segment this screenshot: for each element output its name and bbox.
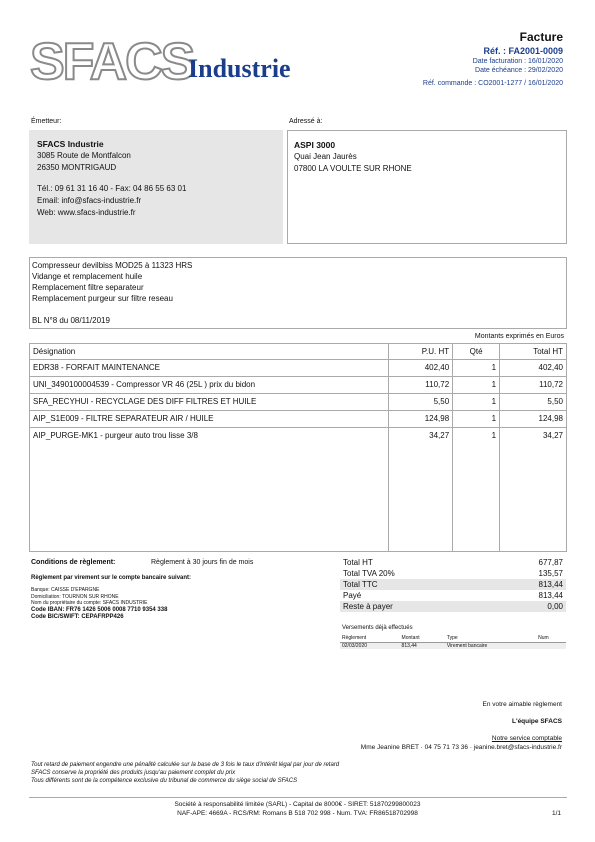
legal-line: SFACS conserve la propriété des produits jusqu'au paiement complet du prix (31, 770, 236, 776)
table-row (30, 377, 567, 394)
row-designation: SFA_RECYHUI - RECYCLAGE DES DIFF FILTRES ET HUILE (30, 394, 389, 411)
legal-line: Tous différents sont de la compétence exclusive du tribunal de commerce du siège social de SFACS (31, 778, 298, 784)
emetteur-web: Web: www.sfacs-industrie.fr (37, 208, 136, 217)
montants-note: Montants exprimés en Euros (474, 333, 564, 340)
reste-row (340, 601, 566, 612)
row-pu: 34,27 (389, 428, 453, 552)
total-value: 813,44 (488, 579, 566, 590)
row-qte: 1 (453, 411, 500, 428)
bl-reference: BL N°8 du 08/11/2019 (32, 316, 110, 325)
description-box (29, 257, 567, 329)
destinataire-address2: 07800 LA VOULTE SUR RHONE (294, 164, 412, 173)
row-pu: 110,72 (389, 377, 453, 394)
row-total: 34,27 (500, 428, 567, 552)
date-echeance: Date échéance : 29/02/2020 (475, 67, 563, 74)
versements-title: Versements déjà effectués (342, 625, 413, 631)
total-label: Reste à payer (340, 601, 488, 612)
destinataire-box (287, 130, 567, 244)
versements-cell (536, 642, 566, 649)
description-line: Compresseur devilbiss MOD25 à 11323 HRS (32, 261, 193, 270)
versements-table (340, 635, 566, 649)
signature-contact: Mme Jeanine BRET · 04 75 71 73 36 · jeanine.bret@sfacs-industrie.fr (360, 744, 562, 751)
ref-commande: Réf. commande : CO2001-1277 / 16/01/2020 (422, 80, 563, 87)
total-value: 677,87 (538, 558, 563, 567)
row-designation: UNI_3490100004539 - Compressor VR 46 (25L ) prix du bidon (30, 377, 389, 394)
versements-col: Num (536, 635, 566, 642)
emetteur-box (29, 130, 283, 244)
invoice-ref: Réf. : FA2001-0009 (483, 46, 563, 56)
bank-iban: Code IBAN: FR76 1426 5006 0008 7710 9354 338 (31, 606, 168, 613)
emetteur-name: SFACS Industrie (37, 139, 104, 149)
table-row (30, 428, 567, 552)
table-row (30, 394, 567, 411)
row-qte: 1 (453, 377, 500, 394)
row-total: 110,72 (500, 377, 567, 394)
conditions-label: Conditions de règlement: (31, 559, 116, 566)
col-total: Total HT (500, 344, 567, 360)
legal-notes (31, 761, 339, 785)
versements-row (340, 642, 566, 649)
row-pu: 5,50 (389, 394, 453, 411)
emetteur-address1: 3085 Route de Montfalcon (37, 151, 131, 160)
row-designation: EDR38 - FORFAIT MAINTENANCE (30, 360, 389, 377)
total-tva-row (340, 568, 566, 579)
signature-service: Notre service comptable (491, 735, 562, 742)
row-total: 402,40 (500, 360, 567, 377)
emetteur-email: Email: info@sfacs-industrie.fr (37, 196, 142, 205)
bank-domiciliation: Domiciliation: TOURNON SUR RHONE (31, 593, 119, 600)
row-designation: AIP_S1E009 - FILTRE SEPARATEUR AIR / HUILE (30, 411, 389, 428)
bank-name: Banque: CAISSE D'EPARGNE (31, 587, 100, 593)
row-pu: 402,40 (389, 360, 453, 377)
total-label: Total HT (343, 558, 373, 567)
logo-suffix: Industrie (188, 54, 291, 83)
row-qte: 1 (453, 428, 500, 552)
total-label: Payé (343, 591, 362, 600)
bank-bic: Code BIC/SWIFT: CEPAFRPP426 (31, 613, 124, 620)
company-logo (30, 32, 320, 92)
versements-col: Type (445, 635, 536, 642)
col-qte: Qté (453, 344, 500, 360)
versements-cell: Virement bancaire (445, 642, 536, 649)
legal-line: Tout retard de paiement engendre une pénalité calculée sur la base de 3 fois le taux d'intérêt légal par jour de retard (31, 762, 340, 768)
footer-divider (29, 797, 567, 798)
items-table (29, 343, 567, 552)
destinataire-name: ASPI 3000 (294, 140, 336, 150)
conditions-value: Règlement à 30 jours fin de mois (151, 559, 254, 566)
total-ttc-row (340, 579, 566, 590)
virement-title: Règlement par virement sur le compte bancaire suivant: (31, 575, 192, 581)
versements-col: Règlement (340, 635, 400, 642)
versements-header-row (340, 635, 566, 642)
total-ht-row (340, 557, 566, 568)
emetteur-phone: Tél.: 09 61 31 16 40 - Fax: 04 86 55 63 01 (37, 184, 187, 193)
signature-team: L'équipe SFACS (512, 718, 562, 725)
totals-table (340, 557, 566, 612)
versements-col: Montant (400, 635, 445, 642)
col-pu: P.U. HT (389, 344, 453, 360)
invoice-title: Facture (519, 30, 563, 44)
emetteur-address2: 26350 MONTRIGAUD (37, 163, 117, 172)
col-designation: Désignation (30, 344, 389, 360)
row-pu: 124,98 (389, 411, 453, 428)
row-qte: 1 (453, 360, 500, 377)
invoice-header (423, 30, 563, 87)
table-row (30, 411, 567, 428)
total-label: Total TTC (340, 579, 488, 590)
versements-cell: 02/03/2020 (340, 642, 400, 649)
total-label: Total TVA 20% (343, 569, 395, 578)
row-qte: 1 (453, 394, 500, 411)
row-total: 5,50 (500, 394, 567, 411)
footer-line1: Société à responsabilité limitée (SARL) - Capital de 8000€ - SIRET: 51870299800023 (174, 801, 421, 808)
row-designation: AIP_PURGE-MK1 - purgeur auto trou lisse 3/8 (30, 428, 389, 552)
footer-line2: NAF-APE: 4669A - RCS/RM: Romans B 518 702 998 - Num. TVA: FR86518702998 (177, 810, 418, 817)
paye-row (340, 590, 566, 601)
versements-cell: 813,44 (400, 642, 445, 649)
conditions-reglement (31, 559, 254, 566)
table-header-row (30, 344, 567, 360)
logo-brand: SFACS (30, 33, 194, 91)
emetteur-label: Émetteur: (31, 118, 62, 125)
description-line (32, 304, 564, 315)
page-number: 1/1 (551, 810, 561, 817)
table-row (30, 360, 567, 377)
bank-details (31, 587, 167, 621)
signature-greeting: En votre aimable règlement (482, 701, 562, 708)
total-value: 813,44 (538, 591, 563, 600)
total-value: 135,57 (538, 569, 563, 578)
destinataire-address1: Quai Jean Jaurès (294, 152, 357, 161)
description-line: Vidange et remplacement huile (32, 272, 143, 281)
description-line: Remplacement filtre separateur (32, 283, 144, 292)
date-facturation: Date facturation : 16/01/2020 (472, 58, 563, 65)
destinataire-label: Adressé à: (289, 118, 323, 125)
total-value: 0,00 (488, 601, 566, 612)
row-total: 124,98 (500, 411, 567, 428)
description-line: Remplacement purgeur sur filtre reseau (32, 294, 173, 303)
bank-owner: Nom du propriétaire du compte: SFACS INDUSTRIE (31, 600, 148, 606)
